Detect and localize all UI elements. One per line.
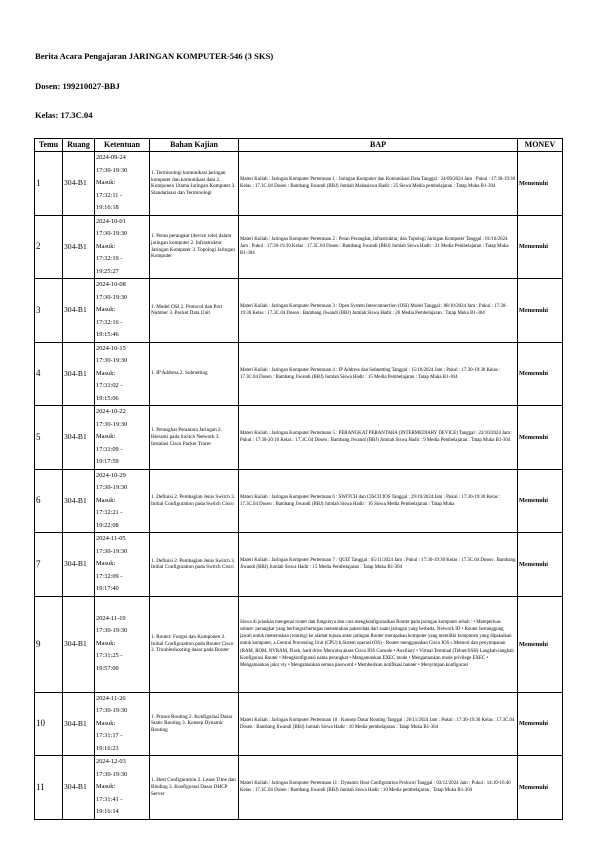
masuk-time: 17:32:19 - — [96, 255, 123, 262]
cell-ruang: 304-B1 — [63, 342, 95, 406]
lecturer-line: Dosen: 199210027-BBJ — [35, 81, 120, 91]
class-line: Kelas: 17.3C.04 — [35, 110, 93, 120]
cell-temu: 4 — [35, 342, 63, 406]
cell-bahan-kajian: 1. Host Configuration 2. Lease Time dan Binding 3. Konfigurasi Dasar DHCP Server — [150, 756, 239, 820]
cell-ketentuan — [95, 406, 150, 470]
cell-bahan-kajian: 1. Model OSI 2. Protocol dan Port Number 3. Packet Data Unit — [150, 279, 239, 343]
session-time: 17:30-19:30 — [96, 166, 128, 174]
header-ketentuan: Ketentuan — [95, 139, 150, 152]
cell-ketentuan — [95, 596, 150, 692]
header-temu: Temu — [35, 139, 63, 152]
cell-ruang: 304-B1 — [63, 215, 95, 279]
cell-monev: Memenuhi — [518, 215, 563, 279]
table-row — [35, 596, 563, 692]
keluar-time: 19:16:23 — [96, 744, 119, 752]
keluar-time: 19:25:27 — [96, 267, 119, 275]
keluar-time: 19:17:59 — [96, 458, 119, 465]
cell-bap: Materi Kuliah : Jaringan Komputer Pertemuan 11 : Dynamic Host Configuration Protocol Tanggal : 03/12/2024 Jam : Pukul : 14:10-16:40 Kelas : 17.3C.04 Dosen : Bambang Jiwandi (BBJ) Jumlah Siswa Hadir : 10 Media pembelajaran : Tatap Muka B1-304 — [239, 756, 518, 820]
cell-ruang: 304-B1 — [63, 756, 95, 820]
cell-bahan-kajian: 1. Definisi 2. Pembagian Jenis Switch 3. Initial Configuration pada Switch Cisco — [150, 533, 239, 597]
cell-bahan-kajian: 1. Router: Fungsi dan Komponen 2. Initial Configuration pada Router Cisco 3. Troubleshooting dasar pada Router — [150, 596, 239, 692]
table-row — [35, 756, 563, 820]
masuk-label: Masuk: — [96, 783, 116, 790]
keluar-time: 19:16:18 — [96, 204, 119, 211]
session-time: 17:30-19:30 — [96, 770, 128, 778]
masuk-label: Masuk: — [96, 306, 116, 313]
masuk-label: Masuk: — [96, 369, 116, 377]
table-row — [35, 469, 563, 533]
cell-temu: 6 — [35, 469, 63, 533]
masuk-label: Masuk: — [96, 639, 116, 647]
document-title: Berita Acara Pengajaran JARINGAN KOMPUTER-546 (3 SKS) — [35, 51, 274, 61]
session-time: 17:30-19:30 — [96, 484, 128, 491]
cell-ruang: 304-B1 — [63, 596, 95, 692]
cell-bap: Materi Kuliah : Jaringan Komputer Pertemuan 7 : QUIZ Tanggal : 05/11/2024 Jam : Pukul : 17:30-19:30 Kelas : 17.3C.04 Dosen : Bambang Jiwandi (BBJ) Jumlah Siswa Hadir : 15 Media Pembelajaran : Tatap Muka B1-304 — [239, 533, 518, 597]
teaching-record-table — [34, 138, 563, 820]
session-time: 17:30-19:30 — [96, 357, 128, 364]
cell-temu: 2 — [35, 215, 63, 279]
cell-temu: 5 — [35, 406, 63, 470]
session-time: 17:30-19:30 — [96, 627, 128, 635]
session-date: 2024-10-01 — [96, 217, 126, 225]
cell-bap: Materi Kuliah : Jaringan Komputer Pertemuan 10 : Konsep Dasar Routing Tanggal : 26/11/2024 Jam : Pukul : 17:30-19:30 Kelas : 17.3C.04 Dosen : Bambang Jiwandi (BBJ) Jumlah Siswa Hadir : 10 Media pembelajaran : Tatap Muka B1-304 — [239, 692, 518, 756]
cell-ruang: 304-B1 — [63, 152, 95, 216]
cell-ruang: 304-B1 — [63, 692, 95, 756]
session-time: 17:30-19:30 — [96, 420, 128, 428]
masuk-time: 17:32:11 - — [96, 191, 123, 199]
cell-monev: Memenuhi — [518, 279, 563, 343]
session-time: 17:30-19:30 — [96, 230, 128, 237]
keluar-time: 19:15:06 — [96, 394, 119, 402]
keluar-time: 19:15:46 — [96, 331, 119, 338]
cell-bahan-kajian: 1. IP Address 2. Subnetting — [150, 342, 239, 406]
cell-monev: Memenuhi — [518, 406, 563, 470]
table-row — [35, 533, 563, 597]
keluar-time: 19:22:08 — [96, 521, 119, 529]
cell-temu: 9 — [35, 596, 63, 692]
session-date: 2024-12-03 — [96, 758, 126, 765]
cell-ketentuan — [95, 469, 150, 533]
cell-monev: Memenuhi — [518, 756, 563, 820]
cell-bahan-kajian: 1. Proses Routing 2. Konfigurasi Dasar Static Routing 3. Konsep Dynamic Routing — [150, 692, 239, 756]
session-time: 17:30-19:30 — [96, 293, 128, 301]
table-row — [35, 342, 563, 406]
masuk-time: 17:32:21 - — [96, 509, 123, 516]
table-row — [35, 692, 563, 756]
cell-bap: Siswa di jelaskan mengenai router dan fungsinya dan cara mengkonfigurasikan Router pada jaringan komputer sebab : • Memperluas subnet: perangkat yang berfungsi/bertugas menentukan paket/data dari suatu jaringan yang berbeda. Network ID • Router bertanggung jawab untuk meneruskan (routing) ke alamat tujuan antar jaringan Router merupakan komputer yang memiliki komponen yang dipakaikan untuk komputer, a.Central Processing Unit (CPU) b.Sistem operasi (OS) - Router menggunakan Cisco IOS c.Memori dan penyimpanan (RAM, ROM, NVRAM, Flash, hard drive Mencoba akses Cisco IOS Console • Auxiliary • Virtual Terminal (Telnet/SSH) Langkah-langkah Konfigurasi Router • Mengkonfigurasi nama perangkat • Mengamankan EXEC mode • Mengamankan mode privilege EXEC • Mengamankan jalur vty • Mengamankan semua password • Memberikan notifikasi banner • Menyimpan konfigurasi — [239, 596, 518, 692]
keluar-time: 19:17:40 — [96, 585, 119, 592]
cell-temu: 11 — [35, 756, 63, 820]
cell-bap: Materi Kuliah : Jaringan Komputer Pertemuan 5 : PERANGKAT PERANTARA (INTERMEDIARY DEVICE) Tanggal : 22/10/2024 Jam : Pukul : 17:30-20:10 Kelas : 17.3C.04 Dosen : Bambang Jiwandi (BBJ) Jumlah Siswa Hadir : 9 Media Pembelajaran : Tatap Muka B1-304 — [239, 406, 518, 470]
table-row — [35, 279, 563, 343]
table-row — [35, 215, 563, 279]
cell-temu: 3 — [35, 279, 63, 343]
masuk-time: 17:32:09 - — [96, 572, 123, 580]
header-bahan-kajian: Bahan Kajian — [150, 139, 239, 152]
masuk-label: Masuk: — [96, 433, 116, 440]
cell-ketentuan — [95, 756, 150, 820]
cell-temu: 1 — [35, 152, 63, 216]
cell-ruang: 304-B1 — [63, 533, 95, 597]
session-date: 2024-10-08 — [96, 281, 126, 288]
cell-monev: Memenuhi — [518, 152, 563, 216]
cell-bap: Materi Kuliah : Jaringan Komputer Pertemuan 6 : SWITCH dan CISCO IOS Tanggal : 29/10/2024 Jam : Pukul : 17:30-19:30 Kelas : 17.3C.04 Dosen : Bambang Jiwandi (BBJ) Jumlah Siswa Hadir : 16 Siswa Media Pembelajaran : Tatap Muka — [239, 469, 518, 533]
cell-temu: 10 — [35, 692, 63, 756]
table-row — [35, 152, 563, 216]
cell-bahan-kajian: 1. Terminologi komunikasi jaringan komputer dan komunikasi data 2. Komponen Utama Jaringan Komputer 3. Standarisasi dan Terminologi — [150, 152, 239, 216]
session-date: 2024-10-29 — [96, 471, 126, 479]
cell-monev: Memenuhi — [518, 469, 563, 533]
session-date: 2024-10-15 — [96, 344, 126, 352]
cell-monev: Memenuhi — [518, 533, 563, 597]
masuk-time: 17:31:02 - — [96, 382, 123, 389]
masuk-time: 17:31:09 - — [96, 445, 123, 453]
session-date: 2024-11-05 — [96, 535, 126, 542]
cell-bap: Materi Kuliah : Jaringan Komputer Pertemuan 1 : Jaringan Komputer dan Komunikasi Data Tanggal : 24/09/2024 Jam : Pukul : 17:30-19:30 Kelas : 17.3C.04 Dosen : Bambang Jiwandi (BBJ) Jumlah Mahasiswa Hadir : 25 Siswa Media pembelajaran : Tatap Muka B1-304 — [239, 152, 518, 216]
masuk-label: Masuk: — [96, 719, 116, 727]
keluar-time: 19:57:00 — [96, 664, 119, 672]
cell-ketentuan — [95, 692, 150, 756]
cell-monev: Memenuhi — [518, 692, 563, 756]
cell-ruang: 304-B1 — [63, 469, 95, 533]
session-date: 2024-11-19 — [96, 614, 126, 622]
masuk-time: 17:31:41 - — [96, 795, 123, 803]
session-time: 17:30-19:30 — [96, 707, 128, 714]
cell-bap: Materi Kuliah : Jaringan Komputer Pertemuan 2 : Peran Perangkat, Infrastruktur, dan Topologi Jaringan Komputer Tanggal : 01/10/2024 Jam : Pukul : 17:30-19:30 Kelas : 17.3C.04 Dosen : Bambang Jiwandi (BBJ) Jumlah Siswa Hadir : 21 Media Pembelajaran : Tatap Muka B1-304 — [239, 215, 518, 279]
cell-ruang: 304-B1 — [63, 406, 95, 470]
header-bap: BAP — [239, 139, 518, 152]
cell-bahan-kajian: 1. Peran perangkat (device role) dalam jaringan komputer 2. Infrastruktur Jaringan Komputer 3. Topologi Jaringan Komputer — [150, 215, 239, 279]
cell-temu: 7 — [35, 533, 63, 597]
session-date: 2024-09-24 — [96, 154, 126, 161]
cell-ruang: 304-B1 — [63, 279, 95, 343]
table-row — [35, 406, 563, 470]
masuk-label: Masuk: — [96, 560, 116, 567]
masuk-label: Masuk: — [96, 496, 116, 504]
header-monev: MONEV — [518, 139, 563, 152]
masuk-label: Masuk: — [96, 179, 116, 186]
cell-bap: Materi Kuliah : Jaringan Komputer Pertemuan 4 : IP Address dan Subnetting Tanggal : 15/10/2024 Jam : Pukul : 17:30-19:30 Kelas : 17.3C.04 Dosen : Bambang Jiwandi (BBJ) Jumlah Siswa Hadir : 15 Media Pembelajaran : Tatap Muka B1-304 — [239, 342, 518, 406]
table-body — [35, 152, 563, 820]
masuk-time: 17:32:16 - — [96, 318, 123, 326]
masuk-label: Masuk: — [96, 242, 116, 250]
cell-ketentuan — [95, 215, 150, 279]
keluar-time: 19:16:14 — [96, 808, 119, 815]
cell-monev: Memenuhi — [518, 596, 563, 692]
session-date: 2024-11-26 — [96, 694, 126, 702]
session-time: 17:30-19:30 — [96, 547, 128, 555]
cell-bahan-kajian: 1. Definisi 2. Pembagian Jenis Switch 3. Initial Configuration pada Switch Cisco — [150, 469, 239, 533]
session-date: 2024-10-22 — [96, 408, 126, 415]
masuk-time: 17:31:17 - — [96, 732, 123, 739]
cell-bap: Materi Kuliah : Jaringan Komputer Pertemuan 3 : Open System Interconnection (OSI) Model Tanggal : 08/10/2024 Jam : Pukul : 17:30-19:30 Kelas : 17.3C.04 Dosen : Bambang Jiwandi (BBJ) Jumlah Siswa Hadir : 26 Media Pembelajaran : Tatap Muka B1-304 — [239, 279, 518, 343]
cell-ketentuan — [95, 533, 150, 597]
cell-ketentuan — [95, 152, 150, 216]
cell-monev: Memenuhi — [518, 342, 563, 406]
table-header-row — [35, 139, 563, 152]
cell-bahan-kajian: 1. Perangkat Perantara Jaringan 2. Hierarki pada Switch Network 3. Instalasi Cisco Packet Tracer — [150, 406, 239, 470]
masuk-time: 17:31:25 - — [96, 652, 123, 660]
header-ruang: Ruang — [63, 139, 95, 152]
cell-ketentuan — [95, 279, 150, 343]
cell-ketentuan — [95, 342, 150, 406]
